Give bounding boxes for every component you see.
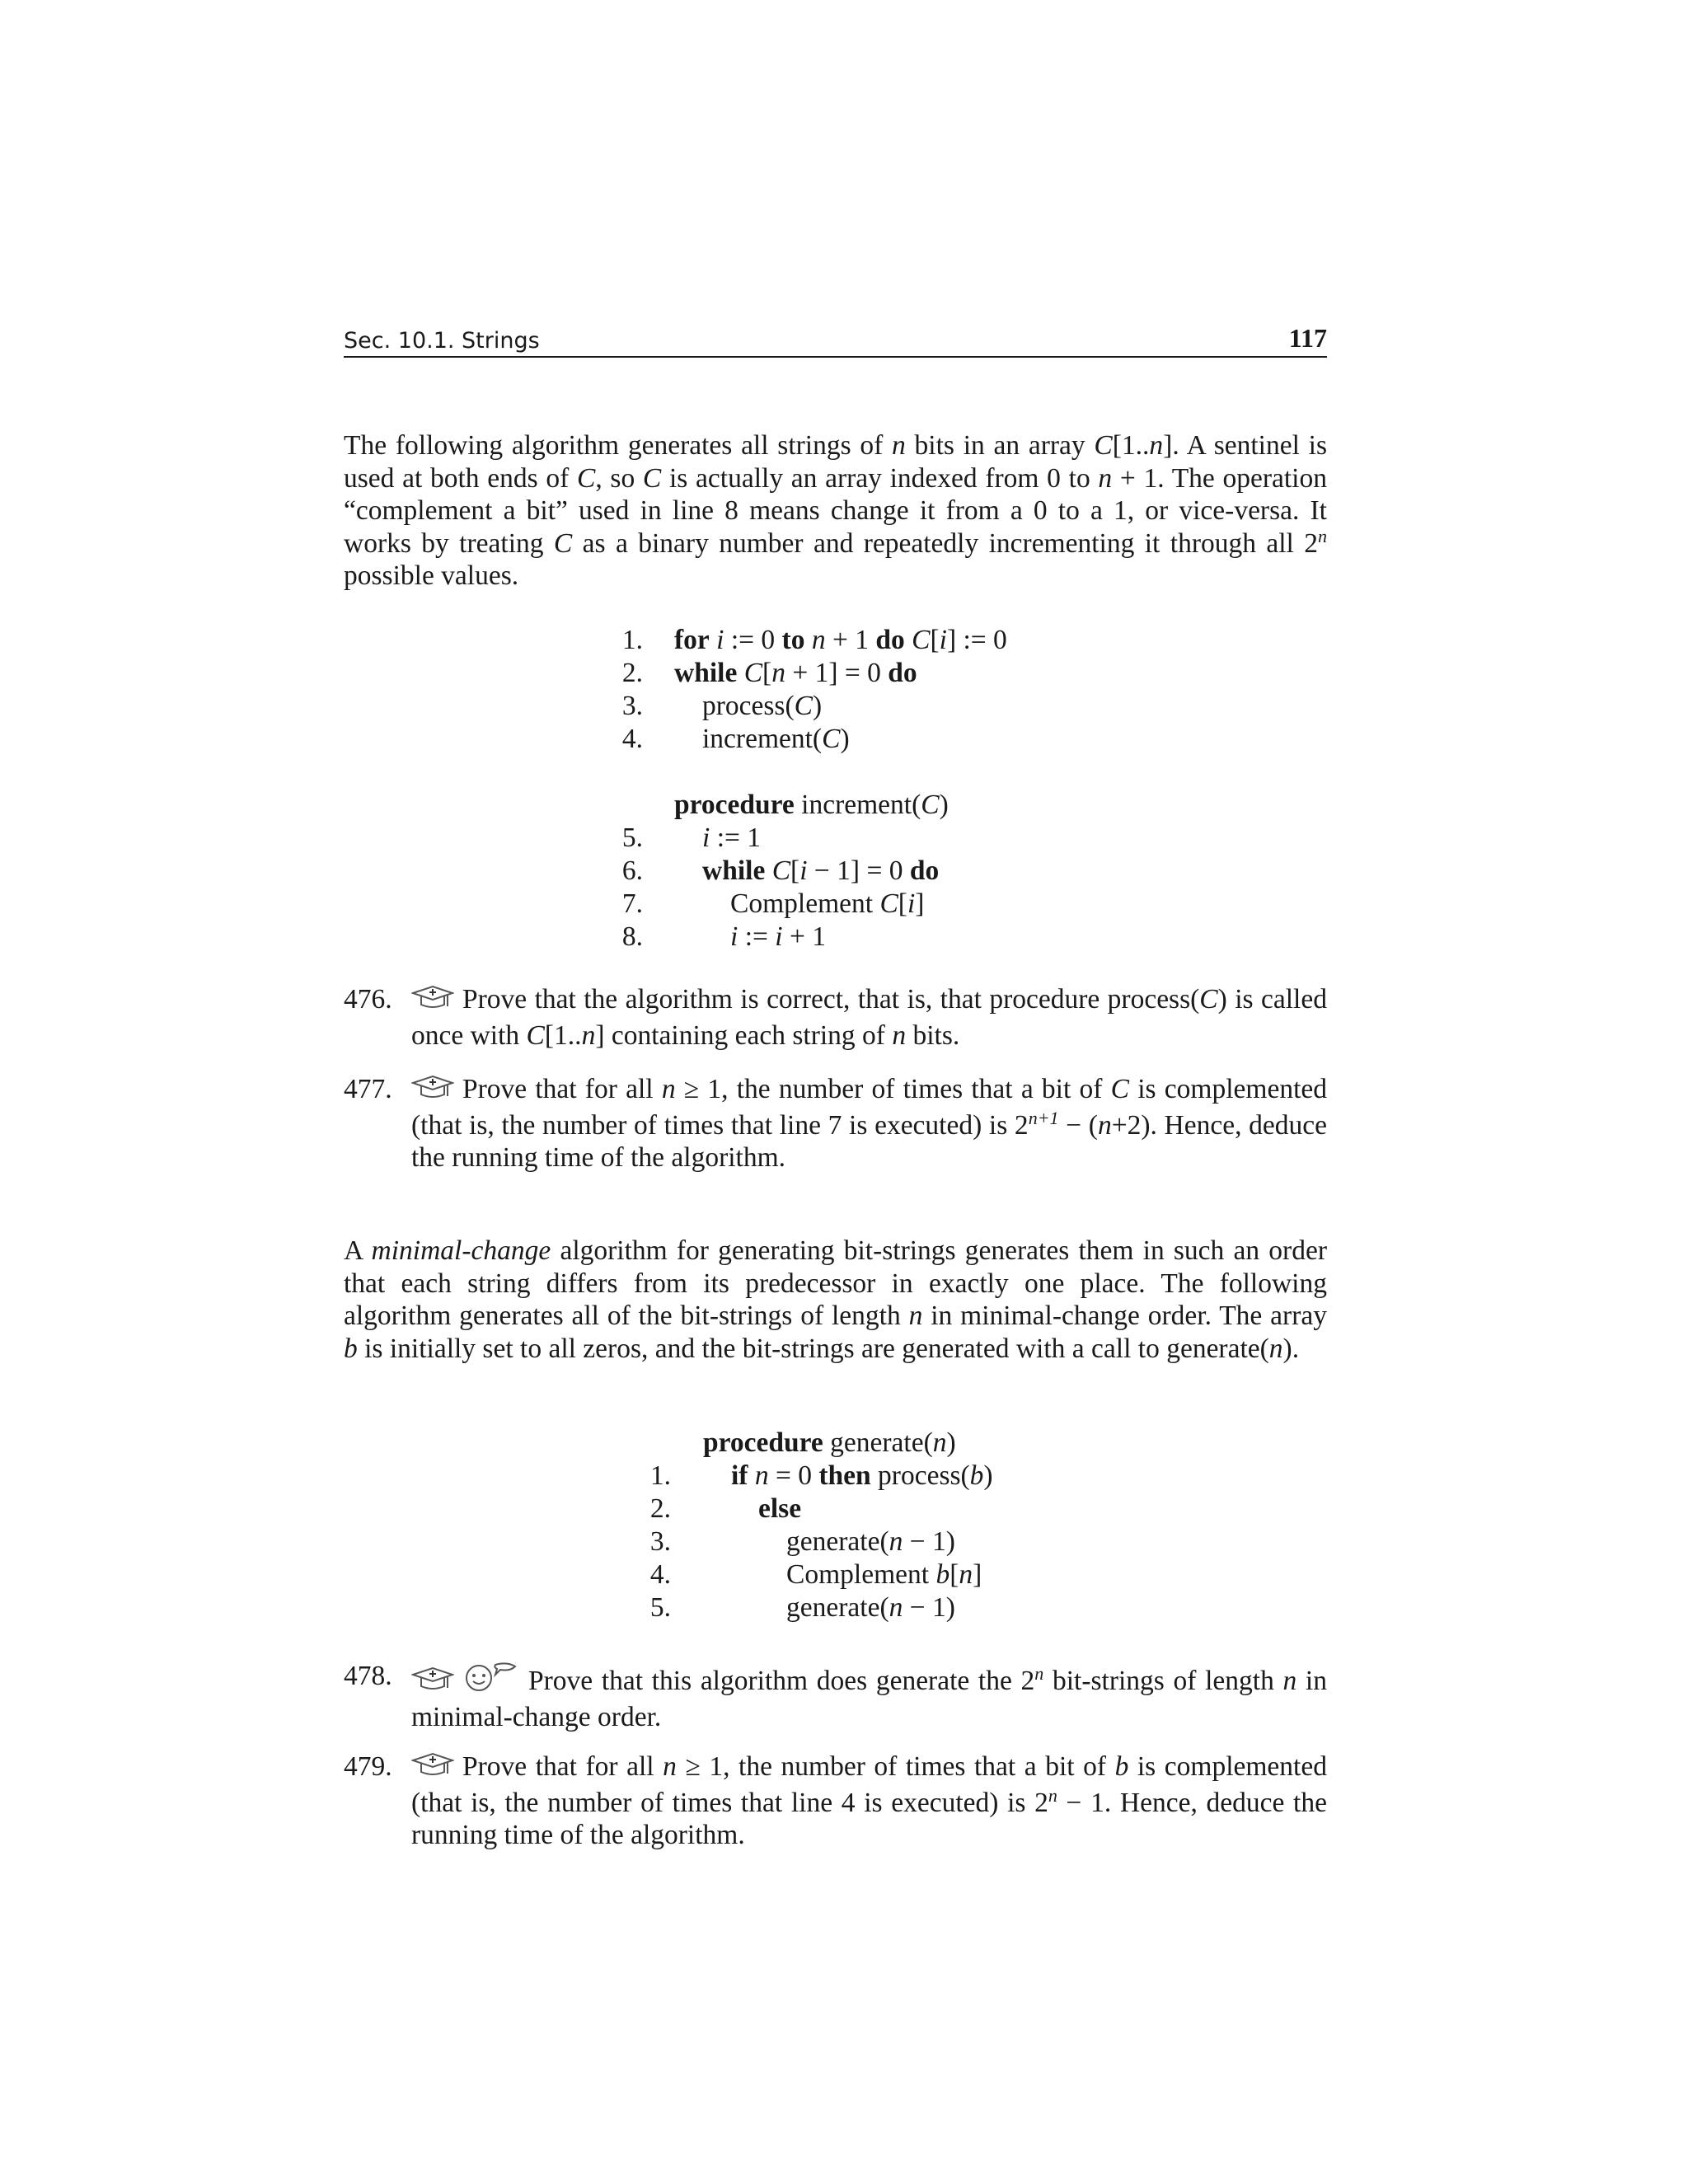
exercise-476: 476. Prove that the algorithm is correct, that is, that procedure process(C) is called once with C[1..n] containing each string of n bits. bbox=[344, 984, 1327, 1051]
graduation-cap-icon bbox=[411, 1752, 454, 1787]
graduation-cap-icon bbox=[411, 985, 454, 1019]
page: Sec. 10.1. Strings 117 The following algorithm generates all strings of n bits in an array C[1..n]. A sentinel is used at both ends of C, so C is actually an array indexed from 0 to n + 1. The operation “complement a bit” used in line 8 means change it from a 0 to a 1, or vice-versa. It works by treating C as a binary number and repeatedly incrementing it through all 2$^n$ possible values. 1. for i := 0 to n + 1 do C[i] := 0 2. while C[n + 1] = 0 do 3. process(C) 4. increment(C) procedure increment(C) 5. i := 1 6. while C[i − 1] = 0 do 7. Complement C[i] 8. i := i + 1 476. Prove that the algorithm is correct, that is, that procedure process(C) is called once with C[1..n] containing each string of n bits. 477. Prove that for all n ≥ 1, the number of times that a bit of C is complemented (that is, the number of times that line 7 is executed) is $2^{n+1} - (n+2)$. Hence, deduce the running time of the algorithm. A minimal-change algorithm for generating bit-strings generates them in such an order that each string differs from its predecessor in exactly one place. The following algorithm generates all of the bit-strings of length n in minimal-change order. The array b is initially set to all zeros, and the bit-strings are generated with a call to generate(n). procedure generate(n) 1. if n = 0 then process(b) 2. else 3. generate(n − 1) 4. Complement b[n] 5. generate(n − 1) 478. Prove that this algorithm does generate the 2$^n$ bit-strings of length n in minimal-change order. 479. Prove that for all n ≥ 1, the number of times that a bit of b is complemented (that is, the number of times that line 4 is executed) is $2^n - 1$. Hence, deduce the running time of the algorithm. bbox=[344, 323, 1328, 1850]
exercise-477: 477. Prove that for all n ≥ 1, the number of times that a bit of C is complemented (that is, the number of times that line 7 is executed) is $2^{n+1} - (n+2)$. Hence, deduce the running time of the algorithm. bbox=[344, 1074, 1327, 1173]
exercise-478: 478. Prove that this algorithm does generate the 2$^n$ bit-strings of length n in minimal-change order. bbox=[344, 1661, 1327, 1732]
graduation-cap-icon bbox=[411, 1075, 454, 1109]
running-head bbox=[344, 323, 1327, 358]
minimal-change-paragraph: A minimal-change algorithm for generating bit-strings generates them in such an order that each string differs from its predecessor in exactly one place. The following algorithm generates all of the bit-strings of length n in minimal-change order. The array b is initially set to all zeros, and the bit-strings are generated with a call to generate(n). bbox=[344, 1235, 1327, 1364]
intro-paragraph: The following algorithm generates all strings of n bits in an array C[1..n]. A sentinel is used at both ends of C, so C is actually an array indexed from 0 to n + 1. The operation “complement a bit” used in line 8 means change it from a 0 to a 1, or vice-versa. It works by treating C as a binary number and repeatedly incrementing it through all 2$^n$ possible values. bbox=[344, 430, 1328, 591]
page-number: 117 bbox=[1288, 323, 1327, 353]
smiley-speech-icon bbox=[462, 1660, 520, 1701]
section-title: Sec. 10.1. Strings bbox=[344, 328, 540, 354]
exercise-479: 479. Prove that for all n ≥ 1, the number of times that a bit of b is complemented (that is, the number of times that line 4 is executed) is $2^n - 1$. Hence, deduce the running time of the algorithm. bbox=[344, 1751, 1327, 1850]
graduation-cap-icon bbox=[411, 1666, 454, 1701]
